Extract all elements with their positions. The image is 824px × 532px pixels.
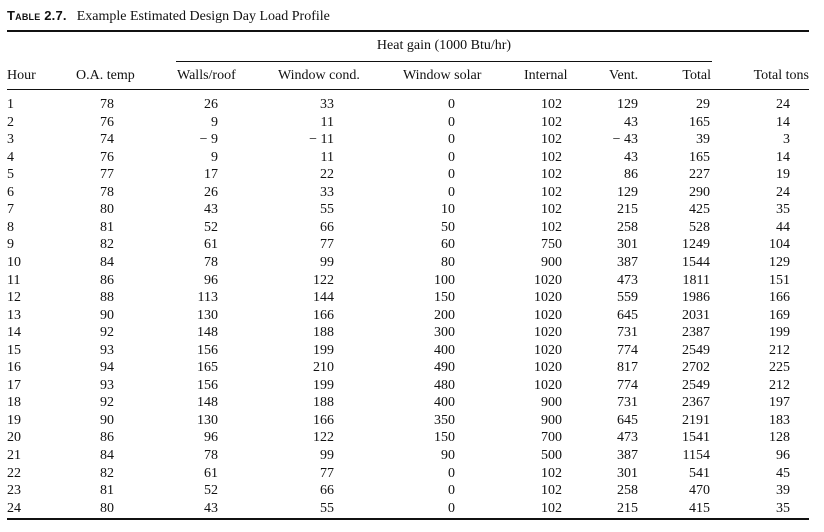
cell-walls-roof: 26 <box>204 184 218 200</box>
cell-vent: 129 <box>617 184 638 200</box>
cell-hour: 18 <box>7 395 21 411</box>
cell-hour: 23 <box>7 483 21 499</box>
column-header-window-solar: Window solar <box>403 68 482 83</box>
cell-oa-temp: 80 <box>100 202 114 218</box>
cell-vent: 817 <box>617 360 638 376</box>
cell-window-cond: 188 <box>313 395 334 411</box>
cell-oa-temp: 94 <box>100 360 114 376</box>
cell-window-cond: 11 <box>320 114 334 130</box>
cell-hour: 15 <box>7 342 21 358</box>
cell-walls-roof: 165 <box>197 360 218 376</box>
table-label: Table 2.7. <box>7 8 67 23</box>
cell-total: 165 <box>689 149 710 165</box>
cell-total: 2549 <box>682 342 710 358</box>
column-header-window-cond: Window cond. <box>278 68 360 83</box>
cell-internal: 1020 <box>534 377 562 393</box>
cell-internal: 102 <box>541 483 562 499</box>
cell-window-cond: 210 <box>313 360 334 376</box>
cell-total: 2191 <box>682 412 710 428</box>
cell-window-solar: 0 <box>448 465 455 481</box>
cell-window-cond: − 11 <box>309 132 334 148</box>
header-rule <box>7 89 809 90</box>
column-header-total: Total <box>682 68 711 83</box>
cell-hour: 1 <box>7 97 14 112</box>
cell-walls-roof: 156 <box>197 342 218 358</box>
cell-total: 2031 <box>682 307 710 323</box>
cell-window-solar: 400 <box>434 395 455 411</box>
cell-hour: 13 <box>7 307 21 323</box>
cell-window-cond: 77 <box>320 237 334 253</box>
cell-total-tons: 199 <box>769 325 790 341</box>
cell-internal: 1020 <box>534 307 562 323</box>
table-caption <box>7 8 330 25</box>
cell-internal: 102 <box>541 114 562 130</box>
cell-window-cond: 188 <box>313 325 334 341</box>
cell-total-tons: 14 <box>776 149 790 165</box>
cell-walls-roof: 78 <box>204 448 218 463</box>
cell-walls-roof: 61 <box>204 237 218 253</box>
cell-vent: 731 <box>617 395 638 411</box>
cell-vent: 258 <box>617 483 638 499</box>
cell-walls-roof: 96 <box>204 430 218 446</box>
cell-total: 39 <box>696 132 710 148</box>
cell-internal: 1020 <box>534 342 562 358</box>
cell-walls-roof: 130 <box>197 412 218 428</box>
cell-internal: 102 <box>541 500 562 516</box>
cell-oa-temp: 93 <box>100 377 114 393</box>
cell-window-cond: 22 <box>320 167 334 183</box>
cell-window-cond: 199 <box>313 377 334 393</box>
cell-window-cond: 199 <box>313 342 334 358</box>
cell-internal: 750 <box>541 237 562 253</box>
cell-vent: 43 <box>624 114 638 130</box>
cell-vent: 473 <box>617 430 638 446</box>
cell-walls-roof: 130 <box>197 307 218 323</box>
cell-window-cond: 122 <box>313 430 334 446</box>
cell-oa-temp: 78 <box>100 184 114 200</box>
cell-total: 1154 <box>682 448 710 463</box>
cell-vent: 387 <box>617 448 638 463</box>
cell-vent: 215 <box>617 500 638 516</box>
group-rule <box>176 61 712 62</box>
cell-window-cond: 99 <box>320 254 334 270</box>
cell-internal: 1020 <box>534 290 562 306</box>
cell-oa-temp: 81 <box>100 483 114 499</box>
cell-window-solar: 150 <box>434 430 455 446</box>
cell-window-solar: 10 <box>441 202 455 218</box>
cell-internal: 500 <box>541 448 562 463</box>
cell-window-cond: 11 <box>320 149 334 165</box>
cell-oa-temp: 93 <box>100 342 114 358</box>
cell-oa-temp: 77 <box>100 167 114 183</box>
cell-total-tons: 151 <box>769 272 790 288</box>
cell-total-tons: 183 <box>769 412 790 428</box>
column-header-oa-temp: O.A. temp <box>76 68 135 83</box>
cell-hour: 7 <box>7 202 14 218</box>
cell-total-tons: 197 <box>769 395 790 411</box>
cell-total-tons: 129 <box>769 254 790 270</box>
cell-walls-roof: 52 <box>204 219 218 235</box>
cell-hour: 21 <box>7 448 21 463</box>
cell-hour: 17 <box>7 377 21 393</box>
cell-total-tons: 128 <box>769 430 790 446</box>
cell-internal: 900 <box>541 254 562 270</box>
cell-walls-roof: 78 <box>204 254 218 270</box>
cell-hour: 10 <box>7 254 21 270</box>
cell-oa-temp: 82 <box>100 465 114 481</box>
cell-vent: 731 <box>617 325 638 341</box>
cell-total: 2702 <box>682 360 710 376</box>
cell-window-cond: 77 <box>320 465 334 481</box>
cell-total-tons: 39 <box>776 483 790 499</box>
cell-internal: 102 <box>541 132 562 148</box>
cell-oa-temp: 92 <box>100 325 114 341</box>
cell-vent: 387 <box>617 254 638 270</box>
cell-hour: 14 <box>7 325 21 341</box>
cell-vent: 645 <box>617 307 638 323</box>
cell-total-tons: 212 <box>769 342 790 358</box>
cell-window-solar: 200 <box>434 307 455 323</box>
cell-hour: 19 <box>7 412 21 428</box>
cell-window-cond: 66 <box>320 483 334 499</box>
cell-oa-temp: 86 <box>100 272 114 288</box>
cell-total: 227 <box>689 167 710 183</box>
cell-walls-roof: 61 <box>204 465 218 481</box>
cell-oa-temp: 74 <box>100 132 114 148</box>
cell-window-solar: 80 <box>441 254 455 270</box>
cell-window-solar: 0 <box>448 114 455 130</box>
cell-vent: − 43 <box>612 132 638 148</box>
cell-total-tons: 14 <box>776 114 790 130</box>
cell-window-solar: 0 <box>448 132 455 148</box>
cell-window-solar: 490 <box>434 360 455 376</box>
cell-internal: 102 <box>541 167 562 183</box>
cell-internal: 900 <box>541 395 562 411</box>
cell-window-cond: 55 <box>320 500 334 516</box>
cell-walls-roof: 156 <box>197 377 218 393</box>
cell-hour: 12 <box>7 290 21 306</box>
cell-vent: 645 <box>617 412 638 428</box>
cell-total-tons: 35 <box>776 500 790 516</box>
cell-window-solar: 0 <box>448 483 455 499</box>
cell-window-cond: 99 <box>320 448 334 463</box>
cell-oa-temp: 82 <box>100 237 114 253</box>
cell-window-solar: 0 <box>448 97 455 112</box>
cell-oa-temp: 90 <box>100 307 114 323</box>
cell-window-solar: 90 <box>441 448 455 463</box>
cell-oa-temp: 90 <box>100 412 114 428</box>
cell-hour: 16 <box>7 360 21 376</box>
cell-internal: 102 <box>541 184 562 200</box>
cell-window-solar: 0 <box>448 500 455 516</box>
cell-internal: 102 <box>541 149 562 165</box>
cell-total: 1986 <box>682 290 710 306</box>
cell-vent: 215 <box>617 202 638 218</box>
cell-vent: 559 <box>617 290 638 306</box>
cell-total: 415 <box>689 500 710 516</box>
cell-total: 165 <box>689 114 710 130</box>
cell-total-tons: 166 <box>769 290 790 306</box>
cell-hour: 9 <box>7 237 14 253</box>
cell-window-solar: 400 <box>434 342 455 358</box>
cell-window-solar: 50 <box>441 219 455 235</box>
cell-total: 1541 <box>682 430 710 446</box>
cell-vent: 774 <box>617 377 638 393</box>
cell-window-solar: 0 <box>448 167 455 183</box>
cell-window-solar: 480 <box>434 377 455 393</box>
cell-oa-temp: 78 <box>100 97 114 112</box>
cell-oa-temp: 86 <box>100 430 114 446</box>
cell-total-tons: 212 <box>769 377 790 393</box>
cell-internal: 102 <box>541 465 562 481</box>
cell-vent: 473 <box>617 272 638 288</box>
cell-walls-roof: 17 <box>204 167 218 183</box>
cell-walls-roof: 9 <box>211 114 218 130</box>
cell-hour: 4 <box>7 149 14 165</box>
cell-oa-temp: 76 <box>100 149 114 165</box>
column-header-walls-roof: Walls/roof <box>177 68 236 83</box>
cell-window-solar: 60 <box>441 237 455 253</box>
cell-internal: 102 <box>541 202 562 218</box>
cell-oa-temp: 84 <box>100 448 114 463</box>
cell-hour: 3 <box>7 132 14 148</box>
cell-walls-roof: 148 <box>197 325 218 341</box>
cell-vent: 301 <box>617 465 638 481</box>
cell-hour: 11 <box>7 272 21 288</box>
cell-hour: 6 <box>7 184 14 200</box>
cell-window-cond: 144 <box>313 290 334 306</box>
cell-vent: 774 <box>617 342 638 358</box>
cell-hour: 5 <box>7 167 14 183</box>
cell-total: 290 <box>689 184 710 200</box>
cell-walls-roof: 26 <box>204 97 218 112</box>
cell-internal: 1020 <box>534 272 562 288</box>
cell-walls-roof: − 9 <box>199 132 218 148</box>
cell-total: 1544 <box>682 254 710 270</box>
cell-internal: 1020 <box>534 325 562 341</box>
cell-total-tons: 35 <box>776 202 790 218</box>
top-rule <box>7 30 809 32</box>
cell-total: 528 <box>689 219 710 235</box>
column-header-internal: Internal <box>524 68 568 83</box>
cell-hour: 20 <box>7 430 21 446</box>
cell-total-tons: 45 <box>776 465 790 481</box>
cell-vent: 258 <box>617 219 638 235</box>
cell-walls-roof: 148 <box>197 395 218 411</box>
cell-window-cond: 166 <box>313 412 334 428</box>
cell-hour: 2 <box>7 114 14 130</box>
cell-internal: 102 <box>541 219 562 235</box>
table-title: Example Estimated Design Day Load Profile <box>76 9 330 24</box>
cell-total: 2387 <box>682 325 710 341</box>
column-header-vent: Vent. <box>609 68 639 83</box>
cell-vent: 43 <box>624 149 638 165</box>
cell-internal: 700 <box>541 430 562 446</box>
cell-total-tons: 169 <box>769 307 790 323</box>
cell-walls-roof: 9 <box>211 149 218 165</box>
cell-window-cond: 55 <box>320 202 334 218</box>
cell-hour: 8 <box>7 219 14 235</box>
cell-total-tons: 24 <box>776 97 790 112</box>
cell-window-cond: 122 <box>313 272 334 288</box>
cell-window-cond: 33 <box>320 97 334 112</box>
group-header: Heat gain (1000 Btu/hr) <box>376 38 512 53</box>
cell-oa-temp: 80 <box>100 500 114 516</box>
cell-vent: 129 <box>617 97 638 112</box>
cell-window-cond: 166 <box>313 307 334 323</box>
cell-oa-temp: 92 <box>100 395 114 411</box>
cell-walls-roof: 96 <box>204 272 218 288</box>
cell-walls-roof: 43 <box>204 202 218 218</box>
cell-total-tons: 96 <box>776 448 790 463</box>
cell-hour: 22 <box>7 465 21 481</box>
cell-total-tons: 104 <box>769 237 790 253</box>
cell-window-solar: 350 <box>434 412 455 428</box>
cell-oa-temp: 76 <box>100 114 114 130</box>
cell-walls-roof: 52 <box>204 483 218 499</box>
column-header-hour: Hour <box>7 68 36 83</box>
cell-vent: 301 <box>617 237 638 253</box>
cell-total: 29 <box>696 97 710 112</box>
cell-internal: 900 <box>541 412 562 428</box>
cell-window-cond: 66 <box>320 219 334 235</box>
cell-internal: 102 <box>541 97 562 112</box>
cell-total: 1811 <box>682 272 710 288</box>
cell-hour: 24 <box>7 500 21 516</box>
cell-window-solar: 100 <box>434 272 455 288</box>
cell-total: 425 <box>689 202 710 218</box>
cell-walls-roof: 43 <box>204 500 218 516</box>
cell-walls-roof: 113 <box>197 290 218 306</box>
cell-total: 470 <box>689 483 710 499</box>
cell-total: 2549 <box>682 377 710 393</box>
cell-window-solar: 0 <box>448 184 455 200</box>
cell-total: 541 <box>689 465 710 481</box>
cell-total: 1249 <box>682 237 710 253</box>
cell-oa-temp: 81 <box>100 219 114 235</box>
cell-total-tons: 225 <box>769 360 790 376</box>
cell-total-tons: 44 <box>776 219 790 235</box>
cell-total-tons: 24 <box>776 184 790 200</box>
cell-window-cond: 33 <box>320 184 334 200</box>
cell-total-tons: 19 <box>776 167 790 183</box>
cell-vent: 86 <box>624 167 638 183</box>
bottom-rule <box>7 518 809 520</box>
cell-window-solar: 150 <box>434 290 455 306</box>
cell-oa-temp: 88 <box>100 290 114 306</box>
cell-total: 2367 <box>682 395 710 411</box>
cell-total-tons: 3 <box>783 132 790 148</box>
cell-window-solar: 0 <box>448 149 455 165</box>
cell-window-solar: 300 <box>434 325 455 341</box>
cell-internal: 1020 <box>534 360 562 376</box>
cell-oa-temp: 84 <box>100 254 114 270</box>
column-header-total-tons: Total tons <box>753 68 809 83</box>
